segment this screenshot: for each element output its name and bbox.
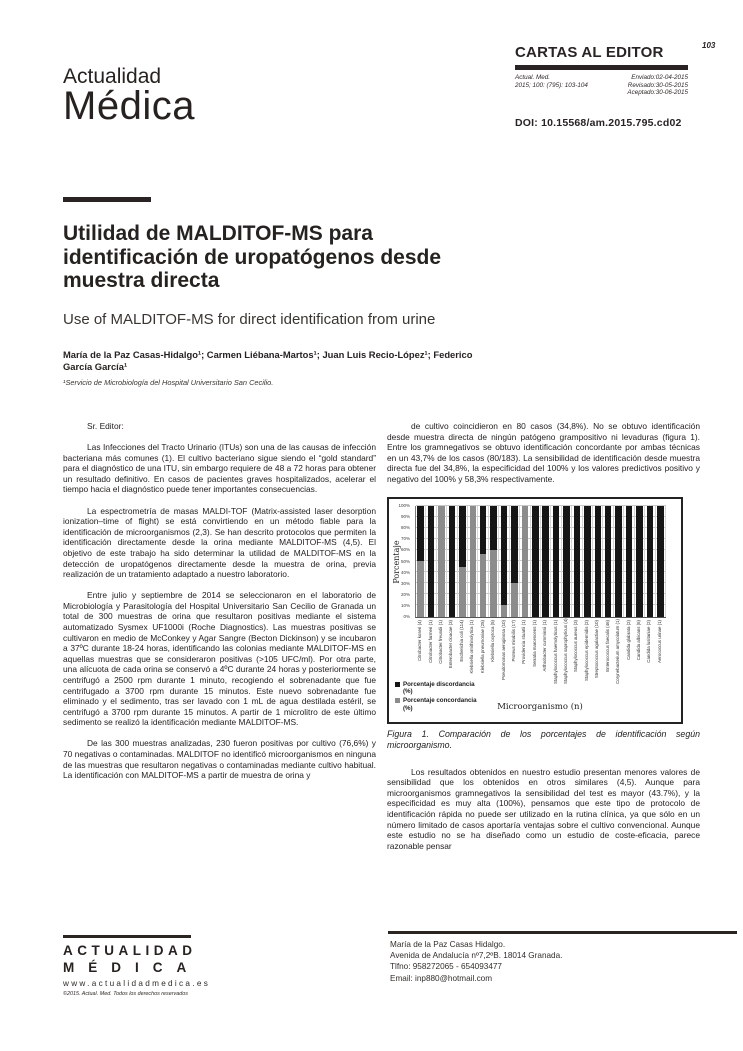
date-accepted: Aceptado:30-06-2015 <box>627 89 688 97</box>
body-paragraph: La espectrometría de masas MALDI-TOF (Matrix-assisted laser desorption ionization–time of flight) se está convirtiendo en un método fiable para la identificación de microorganismos (2,3). Se han descrito protocolos que permiten la identificación directamente desde la orina mediante MALDITOF-MS (4,5). El objetivo de este trabajo ha sido determinar la utilidad de MALDITOF-MS en la detección de uropatógenos directamente desde la muestra de orina, previa realización de un tratamiento adaptado a nuestro laboratorio. <box>63 505 376 580</box>
y-tick-label: 10% <box>400 602 410 608</box>
bar-slot <box>645 506 655 617</box>
bar-segment-discordancia <box>490 506 497 550</box>
figure-1-chart <box>387 497 683 724</box>
footer-right-rule <box>388 931 737 934</box>
y-tick-label: 40% <box>400 569 410 575</box>
contact-phone: Tlfno: 958272065 - 654093477 <box>390 962 502 972</box>
bar-slot <box>510 506 520 617</box>
stacked-bar <box>563 506 570 617</box>
x-category-label: Candida lusitaniae (2) <box>646 619 652 663</box>
x-category-label: Citrobacter freundii (1) <box>438 619 444 664</box>
legend-swatch-concordancia-icon <box>395 698 400 703</box>
bar-segment-discordancia <box>480 506 487 555</box>
stacked-bar <box>605 506 612 617</box>
bar-segment-concordancia <box>470 506 477 617</box>
bar-segment-discordancia <box>563 506 570 617</box>
bar-segment-concordancia <box>459 567 466 617</box>
body-paragraph: Las Infecciones del Tracto Urinario (ITUs) son una de las causas de infección bacteriana más comunes (1). El cultivo bacteriano sigue siendo el “gold standard” para el diagnóstico de una ITU, sin embargo requiere de 48 a 72 horas para obtener un resultado definitivo. En casos de pacientes graves hospitalizados, acelerar el tiempo hacia el diagnóstico puede tener importantes consecuencias. <box>63 442 376 495</box>
bar-segment-discordancia <box>605 506 612 617</box>
x-category-label: Citrobacter koseri (4) <box>417 619 423 661</box>
bar-segment-discordancia <box>449 506 456 617</box>
right-column <box>387 421 700 862</box>
chart-y-axis-ticks <box>389 503 413 620</box>
x-category-label: Enterobacter cloacae (3) <box>448 619 454 668</box>
y-tick-label: 100% <box>398 503 410 509</box>
body-paragraph: de cultivo coincidieron en 80 casos (34,8%). No se obtuvo identificación desde muestra directa de ningún patógeno grampositivo ni levaduras (figura 1). Entre los gramnegativos se obtuvo identificación concordante por ambas técnicas en un 43,7% de los casos (80/183). La sensibilidad de identificación desde muestra directa fue del 34,8%, la especificidad del 100% y los valores predictivos positivo y negativo del 100% y 58,3% respectivamente. <box>387 421 700 484</box>
bar-slot <box>614 506 624 617</box>
x-category-label: Providencia stuartii (1) <box>521 619 527 664</box>
x-category-label: Corynebacterium amycolatum (1) <box>615 618 621 684</box>
x-category-label: Escherichia coli (114) <box>458 619 464 662</box>
stacked-bar <box>417 506 424 617</box>
stacked-bar <box>615 506 622 617</box>
x-category-label: Enterococcus faecalis (46) <box>604 619 610 672</box>
y-tick-label: 70% <box>400 536 410 542</box>
bar-slot <box>635 506 645 617</box>
contact-email-link[interactable]: Email: inp880@hotmail.com <box>390 973 493 983</box>
bar-segment-discordancia <box>501 506 508 606</box>
bar-slot <box>583 506 593 617</box>
stacked-bar <box>511 506 518 617</box>
bar-segment-discordancia <box>626 506 633 617</box>
bar-slot <box>468 506 478 617</box>
bar-segment-discordancia <box>542 506 549 617</box>
contact-address: Avenida de Andalucía nº7,2ºB. 18014 Granada. <box>390 951 563 961</box>
date-revised: Revisado:30-05-2015 <box>627 81 688 89</box>
stacked-bar <box>480 506 487 617</box>
stacked-bar <box>574 506 581 617</box>
y-tick-label: 90% <box>400 514 410 520</box>
footer-left-rule <box>63 935 191 938</box>
bar-segment-discordancia <box>595 506 602 617</box>
bar-segment-concordancia <box>511 583 518 616</box>
author-affiliation: ¹Servicio de Microbiología del Hospital Universitario San Cecilio. <box>63 378 274 387</box>
stacked-bar <box>532 506 539 617</box>
page-number: 103 <box>702 41 716 50</box>
bar-slot <box>656 506 666 617</box>
bar-slot <box>531 506 541 617</box>
bar-slot <box>437 506 447 617</box>
bar-slot <box>593 506 603 617</box>
stacked-bar <box>501 506 508 617</box>
bar-segment-discordancia <box>511 506 518 584</box>
journal-logo <box>63 66 195 126</box>
section-heading: CARTAS AL EDITOR <box>515 44 664 61</box>
bar-slot <box>604 506 614 617</box>
bar-slot <box>572 506 582 617</box>
bar-segment-concordancia <box>501 605 508 616</box>
body-paragraph: De las 300 muestras analizadas, 230 fueron positivas por cultivo (76,6%) y 70 negativas o contaminadas. MALDITOF no identificó microorganismos en ninguna de las muestras que resultaron negativas o contaminadas mediante cultivo habitual. La identificación con MALDITOF-MS a partir de muestra de orina y <box>63 738 376 781</box>
body-paragraph: Los resultados obtenidos en nuestro estudio presentan menores valores de sensibilidad que los obtenidos en otros similares (4,5). Aunque para microorganismos gramnegativos la sensibilidad del test es mayor (43.7%), y la especificidad es muy alta (100%), pensamos que este tipo de protocolo de identificación rápida no puede ser utilizado en la rutina clínica, ya que sólo en un número limitado de casos aportaría ventajas sobre el cultivo convencional. Aunque este estudio no se ha diseñado como un estudio de coste-eficacia, parece razonable pensar <box>387 766 700 851</box>
stacked-bar <box>584 506 591 617</box>
section-divider-bar <box>515 65 688 70</box>
bar-slot <box>520 506 530 617</box>
bar-segment-discordancia <box>657 506 664 617</box>
footer-journal-name-line2: MÉDICA <box>63 960 201 975</box>
stacked-bar <box>470 506 477 617</box>
article-title-es: Utilidad de MALDITOF-MS para identificación de uropatógenos desde muestra directa <box>63 222 442 292</box>
bar-segment-discordancia <box>459 506 466 567</box>
y-tick-label: 30% <box>400 580 410 586</box>
citation-journal: Actual. Med. <box>515 74 550 81</box>
stacked-bar <box>522 506 529 617</box>
bar-segment-discordancia <box>553 506 560 617</box>
bar-slot <box>479 506 489 617</box>
bar-segment-discordancia <box>428 506 435 617</box>
footer-website-link[interactable]: www.actualidadmedica.es <box>63 979 211 988</box>
stacked-bar <box>542 506 549 617</box>
x-category-label: Candida glabrata (2) <box>625 619 631 660</box>
x-category-label: Staphylococcus saprophyticus (4) <box>563 617 569 684</box>
y-tick-label: 50% <box>400 558 410 564</box>
x-category-label: Staphylococcus epidermidis (2) <box>583 619 589 681</box>
bar-segment-discordancia <box>417 506 424 562</box>
bar-segment-discordancia <box>615 506 622 617</box>
x-category-label: Streptococcus agalactiae (10) <box>594 619 600 678</box>
stacked-bar <box>553 506 560 617</box>
figure-1-caption: Figura 1. Comparación de los porcentajes de identificación según microorganismo. <box>387 728 700 750</box>
bar-segment-discordancia <box>584 506 591 617</box>
body-paragraph: Entre julio y septiembre de 2014 se seleccionaron en el laboratorio de Microbiología y Parasitología del Hospital Universitario San Cecilio de Granada un total de 300 muestras de orina que resultaron positivas mediante el sistema automatizado Sysmex UF1000i (Roche Diagnostics). Las muestras positivas se cultivaron en medio de McConkey y Agar Sangre (Becton Dickinson) y se incubaron a 37ºC durante 18-24 horas, identificando las colonias mediante MALDITOF-MS en aquellas muestras que se consideraron positivas (>105 UFC/ml). Por otra parte, una alícuota de cada orina se conservó a 4ºC durante 24 horas y posteriormente se centrifugó a 2500 rpm durante 1 minuto, recogiendo el sobrenadante que fue centrifugado a 3700 rpm durante 15 minutos. Este nuevo sobrenadante fue eliminado y el sedimento, tras ser lavado con 1 mL de agua destilada estéril, se centrifugó a 3700 rpm durante 15 minutos. A partir de 1 microlitro de este último sedimento se realizó la identificación mediante MALDITOF-MS. <box>63 590 376 728</box>
stacked-bar <box>490 506 497 617</box>
bar-segment-discordancia <box>647 506 654 617</box>
bar-segment-concordancia <box>417 561 424 617</box>
date-received: Enviado:02-04-2015 <box>631 74 688 81</box>
x-category-label: Proteus mirabilis (17) <box>510 619 516 662</box>
footer-copyright: ©2015. Actual. Med. Todos los derechos reservados <box>63 991 188 997</box>
bar-slot <box>416 506 426 617</box>
bar-slot <box>489 506 499 617</box>
bar-segment-concordancia <box>480 554 487 616</box>
stacked-bar <box>626 506 633 617</box>
stacked-bar <box>636 506 643 617</box>
y-tick-label: 60% <box>400 547 410 553</box>
chart-x-axis-labels <box>415 617 665 686</box>
chart-x-axis-title: Microorganismo (n) <box>497 701 583 712</box>
legend-label: Porcentaje discordancia (%) <box>403 680 475 695</box>
bar-slot <box>562 506 572 617</box>
x-category-label: Aerococcus urinae (1) <box>656 619 662 663</box>
article-title-en: Use of MALDITOF-MS for direct identification from urine <box>63 311 436 328</box>
y-tick-label: 20% <box>400 591 410 597</box>
x-category-label: Citrobacter farmeri (1) <box>427 619 433 663</box>
stacked-bar <box>459 506 466 617</box>
chart-plot-area <box>415 506 666 618</box>
bar-segment-discordancia <box>636 506 643 617</box>
bar-segment-concordancia <box>438 506 445 617</box>
corresponding-author-block <box>390 939 562 984</box>
stacked-bar <box>595 506 602 617</box>
x-category-label: Klebsiella ornithinolytica (1) <box>469 619 475 674</box>
stacked-bar <box>657 506 664 617</box>
bar-segment-concordancia <box>522 506 529 617</box>
x-category-label: Serratia marcescens (1) <box>531 619 537 667</box>
stacked-bar <box>647 506 654 617</box>
stacked-bar <box>449 506 456 617</box>
footer-journal-name-line1: ACTUALIDAD <box>63 943 197 958</box>
bar-segment-discordancia <box>574 506 581 617</box>
bar-slot <box>458 506 468 617</box>
salutation: Sr. Editor: <box>87 421 124 431</box>
x-category-label: Klebsiella pneumoniae (25) <box>479 619 485 673</box>
citation-volume: 2015; 100: (795): 103-104 <box>515 81 588 89</box>
y-tick-label: 0% <box>403 614 410 620</box>
x-category-label: Staphylococcus haemolyticus (1) <box>552 619 558 684</box>
legend-swatch-discordancia-icon <box>395 682 400 687</box>
bar-slot <box>541 506 551 617</box>
citation-block <box>515 74 688 97</box>
x-category-label: Candida albicans (6) <box>635 619 641 660</box>
bar-slot <box>624 506 634 617</box>
title-rule <box>63 197 151 202</box>
x-category-label: Arthrobacter cumminsii (1) <box>542 619 548 672</box>
author-list: María de la Paz Casas-Hidalgo¹; Carmen Liébana-Martos¹; Juan Luis Recio-López¹; Federico García García¹ <box>63 349 473 372</box>
bar-slot <box>447 506 457 617</box>
chart-y-axis-title: Porcentaje <box>392 539 401 584</box>
journal-logo-line1: Actualidad <box>63 65 162 88</box>
y-tick-label: 80% <box>400 525 410 531</box>
x-category-label: Pseudomonas aeruginosa (10) <box>500 619 506 680</box>
legend-label: Porcentaje concordancia (%) <box>403 697 477 712</box>
citation-reference <box>515 74 588 97</box>
left-column <box>63 421 376 862</box>
bar-segment-discordancia <box>532 506 539 617</box>
stacked-bar <box>428 506 435 617</box>
citation-dates <box>627 74 688 97</box>
bar-segment-concordancia <box>490 550 497 617</box>
bar-slot <box>551 506 561 617</box>
contact-name: María de la Paz Casas Hidalgo. <box>390 940 506 949</box>
article-body <box>63 421 701 862</box>
stacked-bar <box>438 506 445 617</box>
doi-link[interactable]: DOI: 10.15568/am.2015.795.cd02 <box>515 116 682 129</box>
bar-slot <box>426 506 436 617</box>
bar-slot <box>499 506 509 617</box>
legend-item-discordancia <box>395 681 477 696</box>
x-category-label: Staphylococcus aureus (3) <box>573 619 579 672</box>
x-category-label: Klebsiella oxytoca (5) <box>490 619 496 662</box>
journal-logo-line2: Médica <box>63 84 195 128</box>
header-meta-block <box>515 41 716 129</box>
